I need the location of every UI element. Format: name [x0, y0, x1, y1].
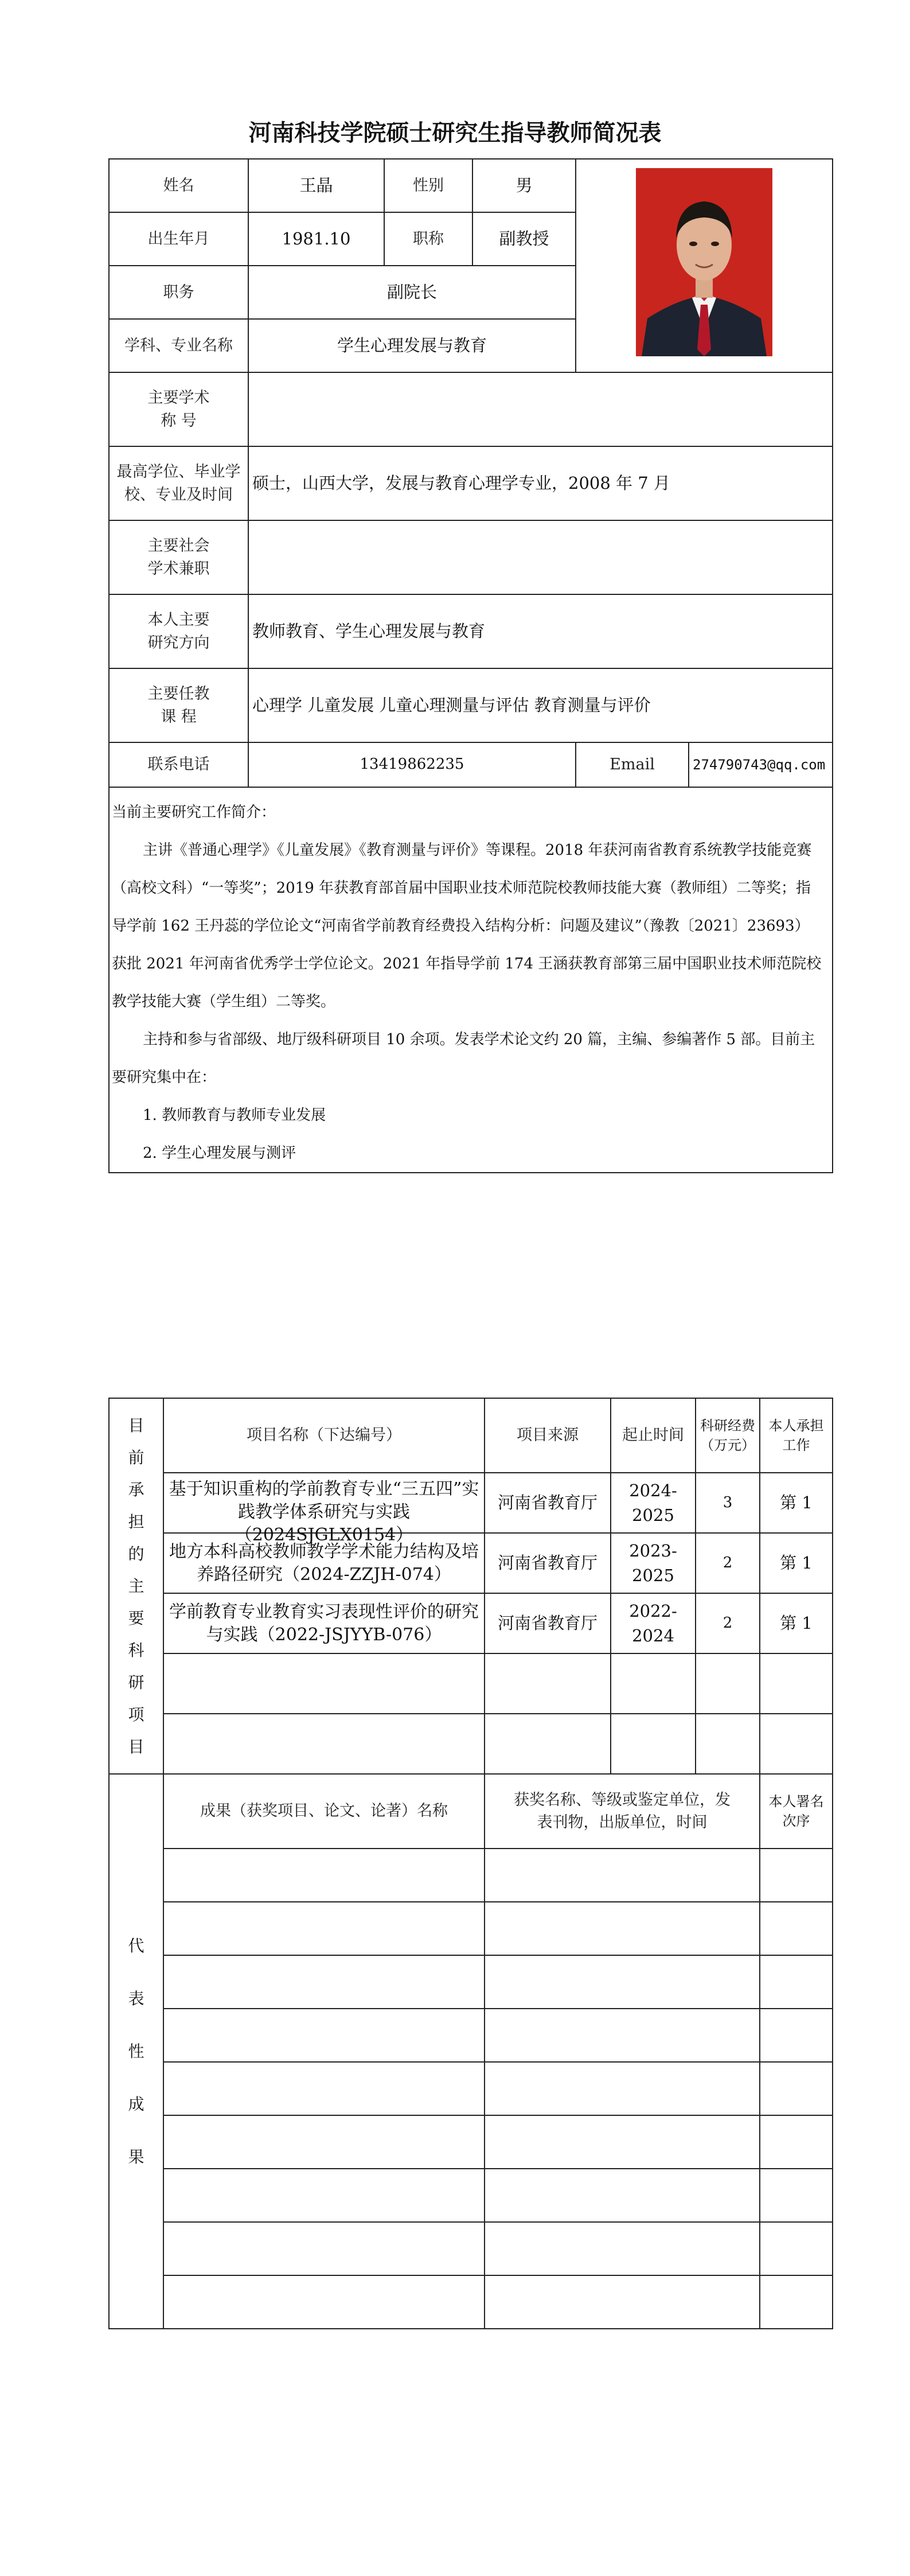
- project-empty-cell: [611, 1714, 696, 1774]
- degree-label-line1: 最高学位、毕业学: [116, 463, 241, 481]
- discipline-value: 学生心理发展与教育: [248, 319, 576, 372]
- titles-value: [248, 372, 833, 446]
- achievement-empty-cell: [760, 2062, 833, 2115]
- gender-label: 性别: [384, 159, 472, 212]
- rank-value: 副教授: [472, 212, 576, 266]
- achievement-empty-cell: [163, 2115, 485, 2169]
- degree-label: [109, 446, 248, 520]
- degree-label-line2: 校、专业及时间: [124, 485, 233, 504]
- achievement-empty-cell: [485, 2169, 760, 2222]
- project-funding: 2: [696, 1593, 760, 1653]
- side-char: 研: [128, 1672, 144, 1692]
- position-label: 职务: [109, 266, 248, 319]
- project-empty-cell: [163, 1653, 485, 1714]
- courses-label-line2: 课 程: [161, 707, 197, 726]
- project-source: 河南省教育厅: [485, 1533, 611, 1593]
- profile-table: [108, 158, 833, 1173]
- col-header-project-name: 项目名称（下达编号）: [163, 1398, 485, 1473]
- name-value: 王晶: [248, 159, 384, 212]
- intro-list-item-1: 1. 教师教育与教师专业发展: [143, 1107, 326, 1124]
- titles-label-line1: 主要学术: [147, 389, 210, 407]
- side-char: 承: [128, 1480, 144, 1499]
- achievement-empty-cell: [163, 2009, 485, 2062]
- achievement-empty-cell: [163, 1849, 485, 1902]
- achievement-empty-cell: [485, 2222, 760, 2275]
- achievement-empty-cell: [760, 2169, 833, 2222]
- email-value: 274790743@qq.com: [689, 742, 833, 787]
- project-funding: 2: [696, 1533, 760, 1593]
- side-char: 表: [128, 1989, 144, 2008]
- achievement-empty-cell: [163, 1955, 485, 2009]
- courses-label-line1: 主要任教: [147, 685, 210, 703]
- side-char: 的: [128, 1544, 144, 1563]
- birth-label: 出生年月: [109, 212, 248, 266]
- project-empty-cell: [611, 1653, 696, 1714]
- projects-side-label: [109, 1398, 163, 1774]
- research-value: 教师教育、学生心理发展与教育: [248, 594, 833, 668]
- project-source: 河南省教育厅: [485, 1473, 611, 1533]
- col-header-role: 本人承担工作: [760, 1398, 833, 1473]
- photo-cell: [576, 159, 833, 372]
- intro-paragraph-1: 主讲《普通心理学》《儿童发展》《教育测量与评价》等课程。2018 年获河南省教育系统教学技能竞赛（高校文科）“一等奖”；2019 年获教育部首届中国职业技术师范院校教师技能大赛（教师组）二等奖；指导学前 162 王丹蕊的学位论文“河南省学前教育经费投入结构分析：问题及建议”（豫教〔2021〕23693）获批 2021 年河南省优秀学士学位论文。2021 年指导学前 174 王涵获教育部第三届中国职业技术师范院校教学技能大赛（学生组）二等奖。: [112, 842, 822, 1010]
- project-empty-cell: [485, 1714, 611, 1774]
- intro-paragraph-2: 主持和参与省部级、地厅级科研项目 10 余项。发表学术论文约 20 篇，主编、参编著作 5 部。目前主要研究集中在：: [112, 1031, 815, 1086]
- achievement-empty-cell: [760, 2115, 833, 2169]
- col-header-achievement-name: 成果（获奖项目、论文、论著）名称: [163, 1774, 485, 1849]
- project-empty-cell: [760, 1653, 833, 1714]
- side-char: 主: [128, 1576, 144, 1596]
- achievement-empty-cell: [485, 2009, 760, 2062]
- project-role: 第 1: [760, 1533, 833, 1593]
- intro-list-item-2: 2. 学生心理发展与测评: [143, 1145, 296, 1162]
- project-empty-cell: [696, 1653, 760, 1714]
- courses-value: 心理学 儿童发展 儿童心理测量与评估 教育测量与评价: [248, 668, 833, 742]
- side-char: 前: [128, 1447, 144, 1467]
- achievement-empty-cell: [485, 2115, 760, 2169]
- project-empty-cell: [760, 1714, 833, 1774]
- achievement-empty-cell: [163, 2169, 485, 2222]
- research-label-line1: 本人主要: [147, 611, 210, 629]
- col-header-period: 起止时间: [611, 1398, 696, 1473]
- discipline-label: 学科、专业名称: [109, 319, 248, 372]
- project-role: 第 1: [760, 1473, 833, 1533]
- research-label: [109, 594, 248, 668]
- achievement-empty-cell: [760, 2009, 833, 2062]
- side-char: 性: [128, 2041, 144, 2061]
- project-empty-cell: [696, 1714, 760, 1774]
- project-funding: 3: [696, 1473, 760, 1533]
- achievement-empty-cell: [485, 1955, 760, 2009]
- courses-label: [109, 668, 248, 742]
- project-empty-cell: [485, 1653, 611, 1714]
- achievement-empty-cell: [485, 1849, 760, 1902]
- side-char: 目: [128, 1415, 144, 1435]
- document-title: 河南科技学院硕士研究生指导教师简况表: [248, 120, 662, 146]
- project-name: 地方本科高校教师教学学术能力结构及培养路径研究（2024-ZZJH-074）: [163, 1533, 485, 1593]
- achievement-empty-cell: [163, 2275, 485, 2329]
- titles-label: [109, 372, 248, 446]
- birth-value: 1981.10: [248, 212, 384, 266]
- project-name: [163, 1473, 485, 1545]
- portrait-image: [636, 168, 772, 356]
- project-name-text: 基于知识重构的学前教育专业“三五四”实践教学体系研究与实践（2024SJGLX0154）: [169, 1478, 479, 1545]
- name-label: 姓名: [109, 159, 248, 212]
- intro-heading: 当前主要研究工作简介：: [112, 804, 276, 821]
- col-header-source: 项目来源: [485, 1398, 611, 1473]
- email-label: Email: [576, 742, 689, 787]
- achievement-empty-cell: [760, 1902, 833, 1955]
- social-value: [248, 520, 833, 594]
- social-label-line2: 学术兼职: [147, 559, 210, 578]
- achievement-empty-cell: [163, 1902, 485, 1955]
- col-header-author-order: 本人署名次序: [760, 1774, 833, 1849]
- achievement-empty-cell: [163, 2222, 485, 2275]
- rank-label: 职称: [384, 212, 472, 266]
- side-char: 代: [128, 1936, 144, 1955]
- phone-label: 联系电话: [109, 742, 248, 787]
- degree-value: 硕士，山西大学，发展与教育心理学专业，2008 年 7 月: [248, 446, 833, 520]
- project-name: 学前教育专业教育实习表现性评价的研究与实践（2022-JSJYYB-076）: [163, 1593, 485, 1653]
- phone-value: 13419862235: [248, 742, 576, 787]
- achievement-empty-cell: [485, 2062, 760, 2115]
- achievement-empty-cell: [760, 1955, 833, 2009]
- achievement-empty-cell: [163, 2062, 485, 2115]
- achievement-empty-cell: [760, 2275, 833, 2329]
- position-value: 副院长: [248, 266, 576, 319]
- col-header-award: 获奖名称、等级或鉴定单位，发表刊物，出版单位，时间: [485, 1774, 760, 1849]
- achievements-side-label: [109, 1774, 163, 2329]
- social-label-line1: 主要社会: [147, 537, 210, 555]
- achievement-empty-cell: [760, 1849, 833, 1902]
- project-period: 2023-2025: [611, 1533, 696, 1593]
- side-char: 要: [128, 1608, 144, 1628]
- side-char: 项: [128, 1705, 144, 1724]
- gender-value: 男: [472, 159, 576, 212]
- col-header-funding: 科研经费（万元）: [696, 1398, 760, 1473]
- side-char: 目: [128, 1737, 144, 1756]
- project-empty-cell: [163, 1714, 485, 1774]
- social-label: [109, 520, 248, 594]
- achievement-empty-cell: [485, 1902, 760, 1955]
- research-label-line2: 研究方向: [147, 633, 210, 652]
- project-period: 2022-2024: [611, 1593, 696, 1653]
- projects-table: [108, 1398, 833, 2329]
- research-intro: [109, 787, 833, 1173]
- portrait-photo: [636, 168, 772, 356]
- side-char: 成: [128, 2094, 144, 2114]
- titles-label-line2: 称 号: [161, 411, 197, 430]
- project-period: 2024-2025: [611, 1473, 696, 1533]
- side-char: 科: [128, 1640, 144, 1660]
- project-role: 第 1: [760, 1593, 833, 1653]
- project-source: 河南省教育厅: [485, 1593, 611, 1653]
- achievement-empty-cell: [760, 2222, 833, 2275]
- side-char: 担: [128, 1512, 144, 1531]
- achievement-empty-cell: [485, 2275, 760, 2329]
- side-char: 果: [128, 2147, 144, 2166]
